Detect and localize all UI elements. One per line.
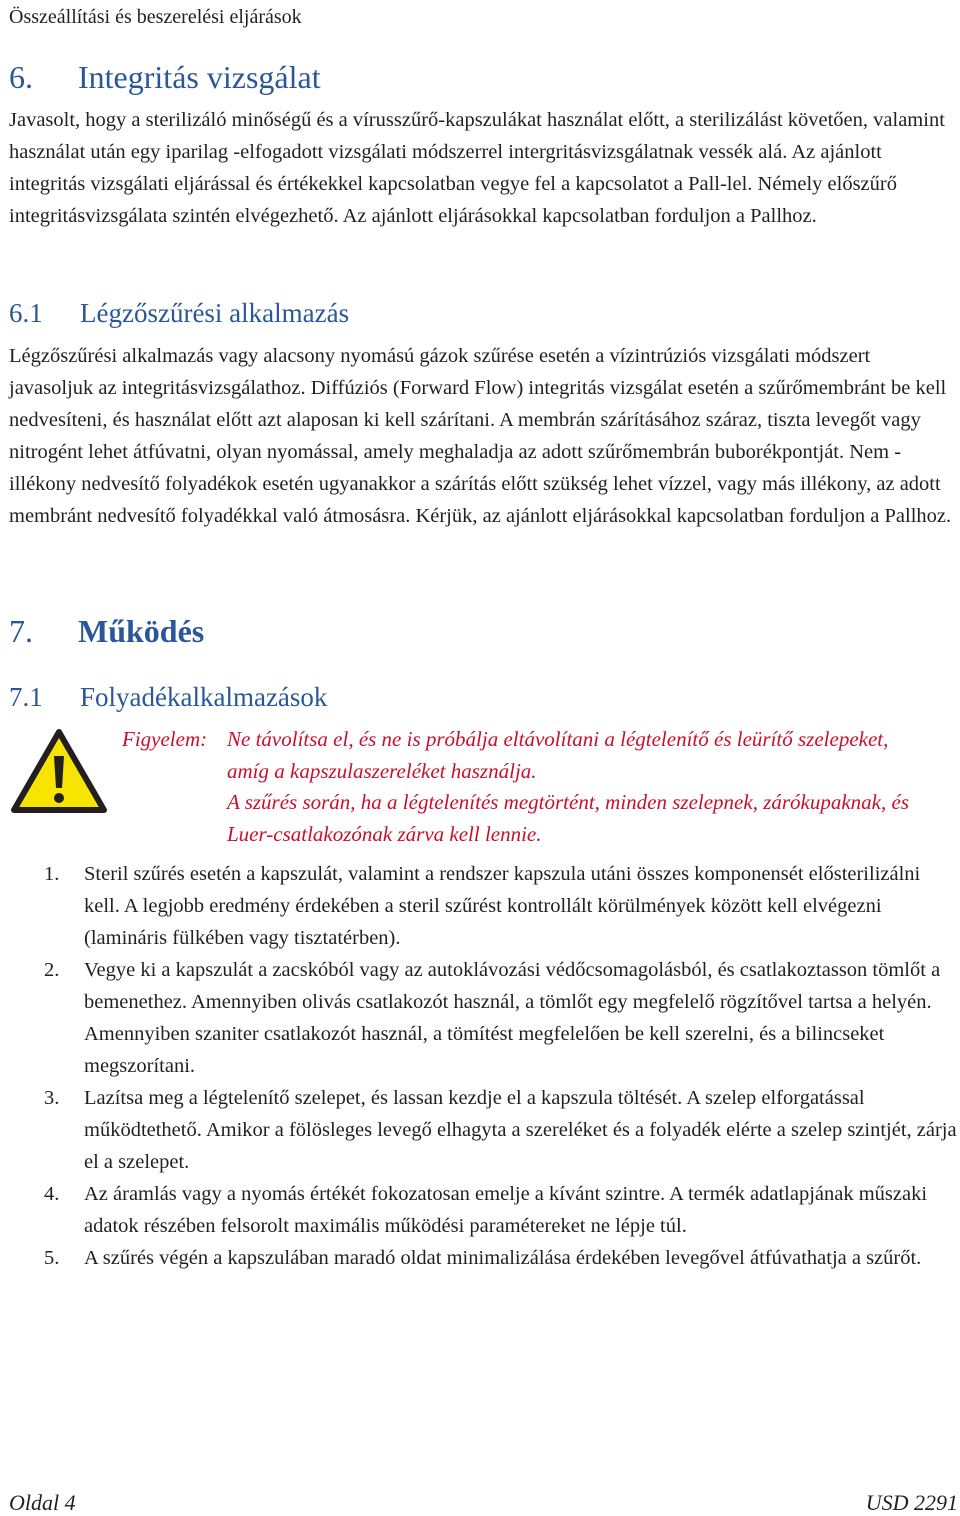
- step-text: Lazítsa meg a légtelenítő szelepet, és lassan kezdje el a kapszula töltését. A szelep elforgatással működtethető. Amikor a fölösleges levegő elhagyta a szereléket és a folyadék elérte a szelep szintjét, zárja el a szelepet.: [84, 1087, 957, 1173]
- section-6-1-number: 6.1: [9, 298, 43, 328]
- step-text: Vegye ki a kapszulát a zacskóból vagy az autoklávozási védőcsomagolásból, és csatlakoztasson tömlőt a bemenethez. Amennyiben olivás csatlakozót használ, a tömlőt egy megfelelő rögzítővel tartsa a helyén. Amennyiben szaniter csatlakozót használ, a tömítést megfelelően be kell szerelni, és a bilincseket megszorítani.: [84, 959, 941, 1077]
- section-6-1-body: Légzőszűrési alkalmazás vagy alacsony nyomású gázok szűrése esetén a vízintrúziós vizsgálati módszert javasoljuk az integritásvizsgálathoz. Diffúziós (Forward Flow) integritás vizsgálat esetén a szűrőmembránt be kell nedvesíteni, és használat előtt azt alaposan ki kell szárítani. A membrán szárításához száraz, tiszta levegőt vagy nitrogént lehet átfúvatni, olyan nyomással, amely meghaladja az adott szűrőmembrán buborékpontját. Nem -illékony nedvesítő folyadékok esetén ugyanakkor a szárítás előtt szükség lehet vízzel, vagy más illékony, az adott membránt nedvesítő folyadékkal való átmosásra. Kérjük, az ajánlott eljárásokkal kapcsolatban forduljon a Pallhoz.: [9, 345, 952, 527]
- section-7-1-heading: [9, 680, 327, 714]
- step-text: Az áramlás vagy a nyomás értékét fokozatosan emelje a kívánt szintre. A termék adatlapjának műszaki adatok részében felsorolt maximális működési paramétereket ne lépje túl.: [84, 1183, 928, 1237]
- section-6-title: Integritás vizsgálat: [78, 59, 321, 95]
- document-code: USD 2291: [865, 1490, 958, 1515]
- running-header: Összeállítási és beszerelési eljárások: [9, 6, 302, 28]
- warning-label: Figyelem:: [122, 727, 208, 751]
- section-6-1-title: Légzőszűrési alkalmazás: [80, 298, 350, 328]
- section-7-title: Működés: [78, 613, 205, 649]
- step-number: 4.: [44, 1183, 60, 1205]
- warning-triangle-icon: [10, 728, 108, 814]
- list-item: [44, 1178, 960, 1242]
- page-number: Oldal 4: [9, 1490, 76, 1515]
- warning-text-1: Ne távolítsa el, és ne is próbálja eltávolítani a légtelenítő és leürítő szelepeket, amíg a kapszulaszereléket használja.: [227, 727, 889, 783]
- step-number: 1.: [44, 863, 60, 885]
- list-item: [44, 954, 960, 1082]
- section-7-heading: [9, 612, 204, 650]
- procedure-steps: [44, 858, 960, 1274]
- step-number: 3.: [44, 1087, 60, 1109]
- step-number: 2.: [44, 959, 60, 981]
- step-text: Steril szűrés esetén a kapszulát, valamint a rendszer kapszula utáni összes komponensét elősterilizálni kell. A legjobb eredmény érdekében a steril szűrést kontrollált körülmények között kell elvégezni (lamináris fülkében vagy tisztatérben).: [84, 863, 921, 949]
- list-item: [44, 1242, 960, 1274]
- section-7-number: 7.: [9, 613, 33, 649]
- warning-text-2: A szűrés során, ha a légtelenítés megtörtént, minden szelepnek, zárókupaknak, és Luer-csatlakozónak zárva kell lennie.: [227, 790, 909, 846]
- section-7-1-title: Folyadékalkalmazások: [80, 682, 328, 712]
- section-6-1-heading: [9, 296, 349, 330]
- section-6-number: 6.: [9, 59, 33, 95]
- warning-box: [122, 724, 912, 850]
- section-6-body: Javasolt, hogy a sterilizáló minőségű és a vírusszűrő-kapszulákat használat előtt, a sterilizálást követően, valamint használat után egy iparilag -elfogadott vizsgálati módszerrel intergritásvizsgálatnak vessék alá. Az ajánlott integritás vizsgálati eljárással és értékekkel kapcsolatban vegye fel a kapcsolatot a Pall-lel. Némely előszűrő integritásvizsgálata szintén elvégezhető. Az ajánlott eljárásokkal kapcsolatban forduljon a Pallhoz.: [9, 109, 945, 227]
- section-6-heading: [9, 58, 321, 96]
- list-item: [44, 1082, 960, 1178]
- step-text: A szűrés végén a kapszulában maradó oldat minimalizálása érdekében levegővel átfúvathatja a szűrőt.: [84, 1247, 922, 1269]
- list-item: [44, 858, 960, 954]
- section-7-1-number: 7.1: [9, 682, 43, 712]
- step-number: 5.: [44, 1247, 60, 1269]
